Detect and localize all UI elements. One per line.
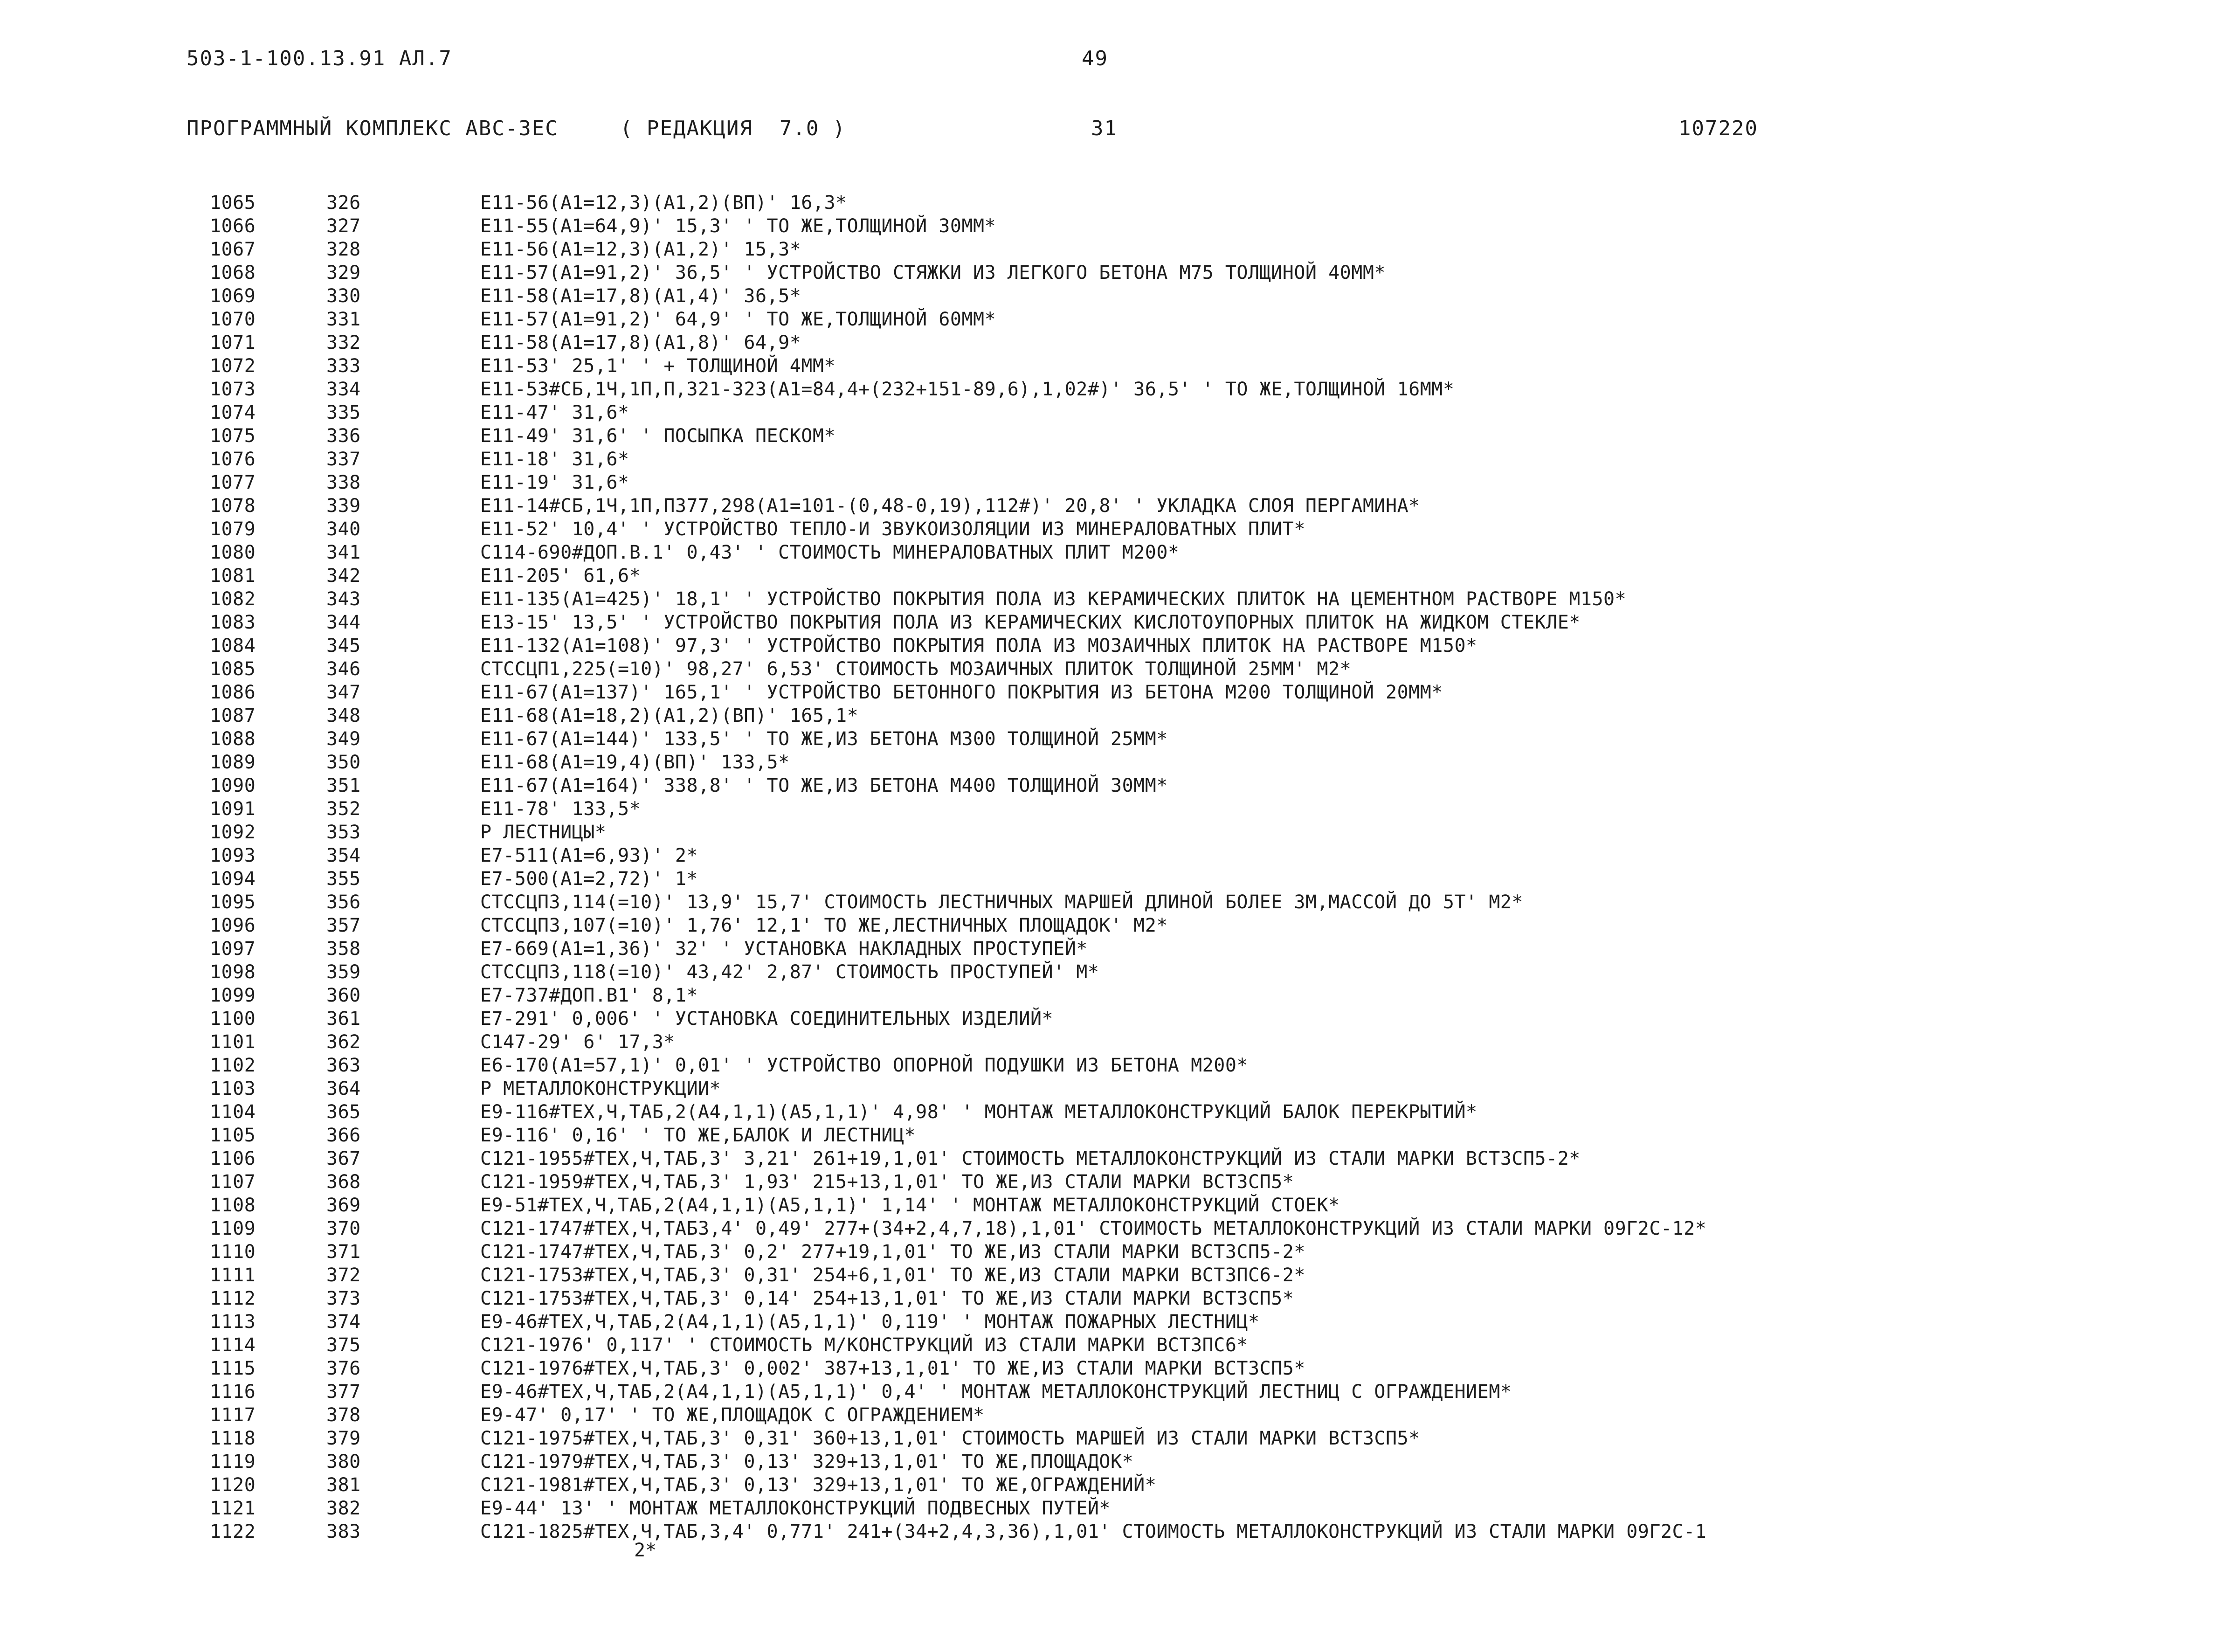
line-number: 1110 (210, 1241, 256, 1263)
line-number: 1106 (210, 1148, 256, 1169)
line-number: 1113 (210, 1311, 256, 1333)
item-number: 355 (326, 868, 361, 890)
listing-row (0, 214, 2230, 238)
listing-row (0, 238, 2230, 261)
item-number: 358 (326, 938, 361, 960)
item-number: 341 (326, 542, 361, 563)
line-number: 1068 (210, 262, 256, 283)
line-number: 1092 (210, 822, 256, 843)
item-number: 344 (326, 612, 361, 633)
line-number: 1107 (210, 1171, 256, 1193)
listing-row (0, 961, 2230, 984)
listing-row (0, 634, 2230, 657)
doc-code: 503-1-100.13.91 АЛ.7 (186, 47, 452, 70)
item-number: 334 (326, 379, 361, 400)
line-number: 1066 (210, 215, 256, 237)
item-number: 354 (326, 845, 361, 866)
entry-text: E9-46#ТЕХ,Ч,ТАБ,2(A4,1,1)(A5,1,1)' 0,4' ' МОНТАЖ МЕТАЛЛОКОНСТРУКЦИЙ ЛЕСТНИЦ С ОГРАЖДЕНИЕМ* (480, 1381, 1512, 1403)
line-number: 1085 (210, 658, 256, 680)
item-number: 340 (326, 518, 361, 540)
item-number: 342 (326, 565, 361, 587)
item-number: 356 (326, 892, 361, 913)
listing-row (0, 797, 2230, 821)
line-number: 1102 (210, 1055, 256, 1076)
listing-row (0, 331, 2230, 354)
item-number: 339 (326, 495, 361, 517)
item-number: 351 (326, 775, 361, 796)
line-number: 1078 (210, 495, 256, 517)
listing-row (0, 1427, 2230, 1450)
item-number: 360 (326, 985, 361, 1006)
entry-text: E11-68(A1=19,4)(ВП)' 133,5* (480, 752, 790, 773)
entry-text: E11-49' 31,6' ' ПОСЫПКА ПЕСКОМ* (480, 425, 836, 447)
item-number: 328 (326, 239, 361, 260)
entry-text: C114-690#ДОП.В.1' 0,43' ' СТОИМОСТЬ МИНЕРАЛОВАТНЫХ ПЛИТ М200* (480, 542, 1180, 563)
entry-text: E7-500(A1=2,72)' 1* (480, 868, 698, 890)
sheet-number: 31 (1091, 117, 1118, 140)
line-number: 1120 (210, 1474, 256, 1496)
listing-row (0, 1287, 2230, 1310)
item-number: 369 (326, 1195, 361, 1216)
entry-text: СТССЦП3,118(=10)' 43,42' 2,87' СТОИМОСТЬ ПРОСТУПЕЙ' М* (480, 961, 1099, 983)
line-number: 1114 (210, 1334, 256, 1356)
item-number: 345 (326, 635, 361, 657)
line-number: 1079 (210, 518, 256, 540)
listing-table (0, 191, 2230, 1543)
entry-text: E11-78' 133,5* (480, 798, 641, 820)
listing-row (0, 354, 2230, 378)
item-number: 367 (326, 1148, 361, 1169)
line-number: 1070 (210, 309, 256, 330)
line-number: 1112 (210, 1288, 256, 1309)
page-number: 49 (1082, 47, 1108, 70)
listing-row (0, 1124, 2230, 1147)
item-number: 326 (326, 192, 361, 214)
listing-row (0, 937, 2230, 961)
listing-row (0, 1334, 2230, 1357)
continuation-line: 2* (634, 1540, 657, 1561)
item-number: 349 (326, 728, 361, 750)
listing-row (0, 1240, 2230, 1264)
item-number: 365 (326, 1101, 361, 1123)
listing-row (0, 1147, 2230, 1170)
entry-text: E11-52' 10,4' ' УСТРОЙСТВО ТЕПЛО-И ЗВУКОИЗОЛЯЦИИ ИЗ МИНЕРАЛОВАТНЫХ ПЛИТ* (480, 518, 1305, 540)
listing-row (0, 984, 2230, 1007)
line-number: 1075 (210, 425, 256, 447)
entry-text: Р ЛЕСТНИЦЫ* (480, 822, 607, 843)
listing-row (0, 401, 2230, 424)
line-number: 1088 (210, 728, 256, 750)
listing-row (0, 1170, 2230, 1194)
line-number: 1104 (210, 1101, 256, 1123)
line-number: 1069 (210, 285, 256, 307)
listing-row (0, 448, 2230, 471)
line-number: 1116 (210, 1381, 256, 1403)
line-number: 1087 (210, 705, 256, 726)
line-number: 1094 (210, 868, 256, 890)
entry-text: E11-56(A1=12,3)(A1,2)' 15,3* (480, 239, 801, 260)
entry-text: E11-18' 31,6* (480, 449, 629, 470)
item-number: 381 (326, 1474, 361, 1496)
item-number: 376 (326, 1358, 361, 1379)
line-number: 1119 (210, 1451, 256, 1472)
listing-row (0, 261, 2230, 284)
line-number: 1074 (210, 402, 256, 423)
program-edition: ( РЕДАКЦИЯ 7.0 ) (620, 117, 846, 140)
item-number: 337 (326, 449, 361, 470)
entry-text: E11-53#СБ,1Ч,1П,П,321-323(A1=84,4+(232+151-89,6),1,02#)' 36,5' ' ТО ЖЕ,ТОЛЩИНОЙ 16ММ* (480, 379, 1455, 400)
listing-row (0, 1380, 2230, 1403)
entry-text: E11-68(A1=18,2)(A1,2)(ВП)' 165,1* (480, 705, 859, 726)
entry-text: E9-51#ТЕХ,Ч,ТАБ,2(A4,1,1)(A5,1,1)' 1,14' ' МОНТАЖ МЕТАЛЛОКОНСТРУКЦИЙ СТОЕК* (480, 1195, 1340, 1216)
listing-row (0, 564, 2230, 588)
entry-text: E13-15' 13,5' ' УСТРОЙСТВО ПОКРЫТИЯ ПОЛА ИЗ КЕРАМИЧЕСКИХ КИСЛОТОУПОРНЫХ ПЛИТОК НА ЖИДКОМ СТЕКЛЕ* (480, 612, 1581, 633)
item-number: 338 (326, 472, 361, 493)
entry-text: E11-55(A1=64,9)' 15,3' ' ТО ЖЕ,ТОЛЩИНОЙ 30ММ* (480, 215, 996, 237)
listing-row (0, 1030, 2230, 1054)
item-number: 336 (326, 425, 361, 447)
entry-text: C121-1955#ТЕХ,Ч,ТАБ,3' 3,21' 261+19,1,01' СТОИМОСТЬ МЕТАЛЛОКОНСТРУКЦИЙ ИЗ СТАЛИ МАРКИ ВСТ3СП5-2* (480, 1148, 1581, 1169)
item-number: 374 (326, 1311, 361, 1333)
entry-text: C147-29' 6' 17,3* (480, 1031, 675, 1053)
line-number: 1108 (210, 1195, 256, 1216)
entry-text: E7-291' 0,006' ' УСТАНОВКА СОЕДИНИТЕЛЬНЫХ ИЗДЕЛИЙ* (480, 1008, 1054, 1030)
item-number: 366 (326, 1125, 361, 1146)
entry-text: СТССЦП3,107(=10)' 1,76' 12,1' ТО ЖЕ,ЛЕСТНИЧНЫХ ПЛОЩАДОК' М2* (480, 915, 1168, 936)
item-number: 370 (326, 1218, 361, 1239)
line-number: 1089 (210, 752, 256, 773)
line-number: 1109 (210, 1218, 256, 1239)
entry-text: E9-116' 0,16' ' ТО ЖЕ,БАЛОК И ЛЕСТНИЦ* (480, 1125, 916, 1146)
line-number: 1081 (210, 565, 256, 587)
entry-text: E9-46#ТЕХ,Ч,ТАБ,2(A4,1,1)(A5,1,1)' 0,119' ' МОНТАЖ ПОЖАРНЫХ ЛЕСТНИЦ* (480, 1311, 1260, 1333)
listing-row (0, 1520, 2230, 1543)
item-number: 359 (326, 961, 361, 983)
entry-text: E11-57(A1=91,2)' 36,5' ' УСТРОЙСТВО СТЯЖКИ ИЗ ЛЕГКОГО БЕТОНА М75 ТОЛЩИНОЙ 40ММ* (480, 262, 1386, 283)
listing-row (0, 378, 2230, 401)
listing-row (0, 821, 2230, 844)
entry-text: C121-1959#ТЕХ,Ч,ТАБ,3' 1,93' 215+13,1,01' ТО ЖЕ,ИЗ СТАЛИ МАРКИ ВСТ3СП5* (480, 1171, 1294, 1193)
entry-text: C121-1981#ТЕХ,Ч,ТАБ,3' 0,13' 329+13,1,01' ТО ЖЕ,ОГРАЖДЕНИЙ* (480, 1474, 1157, 1496)
listing-row (0, 704, 2230, 727)
line-number: 1071 (210, 332, 256, 353)
line-number: 1096 (210, 915, 256, 936)
listing-row (0, 518, 2230, 541)
line-number: 1111 (210, 1265, 256, 1286)
listing-row (0, 867, 2230, 891)
line-number: 1077 (210, 472, 256, 493)
line-number: 1065 (210, 192, 256, 214)
line-number: 1090 (210, 775, 256, 796)
listing-row (0, 1473, 2230, 1497)
entry-text: E11-132(A1=108)' 97,3' ' УСТРОЙСТВО ПОКРЫТИЯ ПОЛА ИЗ МОЗАИЧНЫХ ПЛИТОК НА РАСТВОРЕ М150* (480, 635, 1477, 657)
listing-row (0, 657, 2230, 681)
item-number: 352 (326, 798, 361, 820)
listing-row (0, 774, 2230, 797)
line-number: 1086 (210, 682, 256, 703)
item-number: 371 (326, 1241, 361, 1263)
item-number: 350 (326, 752, 361, 773)
entry-text: E11-56(A1=12,3)(A1,2)(ВП)' 16,3* (480, 192, 847, 214)
listing-row (0, 588, 2230, 611)
listing-row (0, 494, 2230, 518)
listing-row (0, 681, 2230, 704)
listing-row (0, 611, 2230, 634)
entry-text: C121-1753#ТЕХ,Ч,ТАБ,3' 0,31' 254+6,1,01' ТО ЖЕ,ИЗ СТАЛИ МАРКИ ВСТ3ПС6-2* (480, 1265, 1305, 1286)
entry-text: СТССЦП1,225(=10)' 98,27' 6,53' СТОИМОСТЬ МОЗАИЧНЫХ ПЛИТОК ТОЛЩИНОЙ 25ММ' М2* (480, 658, 1352, 680)
listing-row (0, 914, 2230, 937)
item-number: 331 (326, 309, 361, 330)
listing-row (0, 844, 2230, 867)
line-number: 1083 (210, 612, 256, 633)
line-number: 1118 (210, 1428, 256, 1449)
line-number: 1100 (210, 1008, 256, 1030)
entry-text: C121-1753#ТЕХ,Ч,ТАБ,3' 0,14' 254+13,1,01' ТО ЖЕ,ИЗ СТАЛИ МАРКИ ВСТ3СП5* (480, 1288, 1294, 1309)
line-number: 1097 (210, 938, 256, 960)
line-number: 1115 (210, 1358, 256, 1379)
entry-text: E9-44' 13' ' МОНТАЖ МЕТАЛЛОКОНСТРУКЦИЙ ПОДВЕСНЫХ ПУТЕЙ* (480, 1498, 1111, 1519)
line-number: 1091 (210, 798, 256, 820)
listing-row (0, 1450, 2230, 1473)
item-number: 377 (326, 1381, 361, 1403)
item-number: 373 (326, 1288, 361, 1309)
entry-text: E11-57(A1=91,2)' 64,9' ' ТО ЖЕ,ТОЛЩИНОЙ 60ММ* (480, 309, 996, 330)
entry-text: E11-135(A1=425)' 18,1' ' УСТРОЙСТВО ПОКРЫТИЯ ПОЛА ИЗ КЕРАМИЧЕСКИХ ПЛИТОК НА ЦЕМЕНТНОМ РАСТВОРЕ М150* (480, 588, 1627, 610)
line-number: 1122 (210, 1521, 256, 1542)
item-number: 375 (326, 1334, 361, 1356)
item-number: 363 (326, 1055, 361, 1076)
item-number: 348 (326, 705, 361, 726)
entry-text: C121-1975#ТЕХ,Ч,ТАБ,3' 0,31' 360+13,1,01' СТОИМОСТЬ МАРШЕЙ ИЗ СТАЛИ МАРКИ ВСТ3СП5* (480, 1428, 1420, 1449)
listing-row (0, 1007, 2230, 1030)
item-number: 382 (326, 1498, 361, 1519)
item-number: 347 (326, 682, 361, 703)
listing-row (0, 1100, 2230, 1124)
entry-text: C121-1976#ТЕХ,Ч,ТАБ,3' 0,002' 387+13,1,01' ТО ЖЕ,ИЗ СТАЛИ МАРКИ ВСТ3СП5* (480, 1358, 1305, 1379)
item-number: 329 (326, 262, 361, 283)
entry-text: E6-170(A1=57,1)' 0,01' ' УСТРОЙСТВО ОПОРНОЙ ПОДУШКИ ИЗ БЕТОНА М200* (480, 1055, 1248, 1076)
listing-row (0, 727, 2230, 751)
item-number: 343 (326, 588, 361, 610)
item-number: 378 (326, 1404, 361, 1426)
entry-text: E11-47' 31,6* (480, 402, 629, 423)
item-number: 357 (326, 915, 361, 936)
line-number: 1121 (210, 1498, 256, 1519)
line-number: 1084 (210, 635, 256, 657)
entry-text: E9-47' 0,17' ' ТО ЖЕ,ПЛОЩАДОК С ОГРАЖДЕНИЕМ* (480, 1404, 985, 1426)
line-number: 1098 (210, 961, 256, 983)
listing-row (0, 1310, 2230, 1334)
entry-text: C121-1747#ТЕХ,Ч,ТАБ3,4' 0,49' 277+(34+2,4,7,18),1,01' СТОИМОСТЬ МЕТАЛЛОКОНСТРУКЦИЙ ИЗ СТАЛИ МАРКИ 09Г2С-12* (480, 1218, 1707, 1239)
listing-row (0, 284, 2230, 308)
listing-row (0, 1497, 2230, 1520)
item-number: 327 (326, 215, 361, 237)
entry-text: E11-58(A1=17,8)(A1,4)' 36,5* (480, 285, 801, 307)
item-number: 346 (326, 658, 361, 680)
item-number: 353 (326, 822, 361, 843)
entry-text: E11-67(A1=164)' 338,8' ' ТО ЖЕ,ИЗ БЕТОНА М400 ТОЛЩИНОЙ 30ММ* (480, 775, 1168, 796)
job-number: 107220 (1678, 117, 1758, 140)
entry-text: E7-737#ДОП.В1' 8,1* (480, 985, 698, 1006)
entry-text: Р МЕТАЛЛОКОНСТРУКЦИИ* (480, 1078, 721, 1099)
item-number: 335 (326, 402, 361, 423)
entry-text: C121-1747#ТЕХ,Ч,ТАБ,3' 0,2' 277+19,1,01' ТО ЖЕ,ИЗ СТАЛИ МАРКИ ВСТ3СП5-2* (480, 1241, 1305, 1263)
line-number: 1095 (210, 892, 256, 913)
item-number: 330 (326, 285, 361, 307)
item-number: 383 (326, 1521, 361, 1542)
line-number: 1105 (210, 1125, 256, 1146)
entry-text: E11-58(A1=17,8)(A1,8)' 64,9* (480, 332, 801, 353)
listing-row (0, 1217, 2230, 1240)
line-number: 1099 (210, 985, 256, 1006)
entry-text: СТССЦП3,114(=10)' 13,9' 15,7' СТОИМОСТЬ ЛЕСТНИЧНЫХ МАРШЕЙ ДЛИНОЙ БОЛЕЕ 3М,МАССОЙ ДО 5Т' М2* (480, 892, 1523, 913)
item-number: 368 (326, 1171, 361, 1193)
entry-text: C121-1976' 0,117' ' СТОИМОСТЬ М/КОНСТРУКЦИЙ ИЗ СТАЛИ МАРКИ ВСТ3ПС6* (480, 1334, 1248, 1356)
line-number: 1101 (210, 1031, 256, 1053)
line-number: 1093 (210, 845, 256, 866)
item-number: 372 (326, 1265, 361, 1286)
entry-text: C121-1825#ТЕХ,Ч,ТАБ,3,4' 0,771' 241+(34+2,4,3,36),1,01' СТОИМОСТЬ МЕТАЛЛОКОНСТРУКЦИЙ ИЗ СТАЛИ МАРКИ 09Г2С-1 (480, 1521, 1707, 1542)
line-number: 1080 (210, 542, 256, 563)
listing-row (0, 541, 2230, 564)
line-number: 1082 (210, 588, 256, 610)
line-number: 1073 (210, 379, 256, 400)
entry-text: E9-116#ТЕХ,Ч,ТАБ,2(A4,1,1)(A5,1,1)' 4,98' ' МОНТАЖ МЕТАЛЛОКОНСТРУКЦИЙ БАЛОК ПЕРЕКРЫТИЙ* (480, 1101, 1477, 1123)
listing-row (0, 891, 2230, 914)
line-number: 1072 (210, 355, 256, 377)
line-number: 1103 (210, 1078, 256, 1099)
entry-text: C121-1979#ТЕХ,Ч,ТАБ,3' 0,13' 329+13,1,01' ТО ЖЕ,ПЛОЩАДОК* (480, 1451, 1134, 1472)
listing-row (0, 424, 2230, 448)
listing-row (0, 471, 2230, 494)
entry-text: E11-67(A1=144)' 133,5' ' ТО ЖЕ,ИЗ БЕТОНА М300 ТОЛЩИНОЙ 25ММ* (480, 728, 1168, 750)
listing-row (0, 1264, 2230, 1287)
item-number: 361 (326, 1008, 361, 1030)
entry-text: E11-205' 61,6* (480, 565, 641, 587)
item-number: 362 (326, 1031, 361, 1053)
listing-row (0, 1357, 2230, 1380)
listing-row (0, 1054, 2230, 1077)
item-number: 379 (326, 1428, 361, 1449)
entry-text: E11-53' 25,1' ' + ТОЛЩИНОЙ 4ММ* (480, 355, 836, 377)
entry-text: E11-19' 31,6* (480, 472, 629, 493)
entry-text: E7-669(A1=1,36)' 32' ' УСТАНОВКА НАКЛАДНЫХ ПРОСТУПЕЙ* (480, 938, 1088, 960)
entry-text: E11-14#СБ,1Ч,1П,П377,298(A1=101-(0,48-0,19),112#)' 20,8' ' УКЛАДКА СЛОЯ ПЕРГАМИНА* (480, 495, 1420, 517)
listing-row (0, 1194, 2230, 1217)
line-number: 1067 (210, 239, 256, 260)
item-number: 332 (326, 332, 361, 353)
entry-text: E7-511(A1=6,93)' 2* (480, 845, 698, 866)
item-number: 364 (326, 1078, 361, 1099)
item-number: 333 (326, 355, 361, 377)
program-name: ПРОГРАММНЫЙ КОМПЛЕКС АВС-3ЕС (186, 117, 559, 140)
listing-row (0, 751, 2230, 774)
listing-row (0, 308, 2230, 331)
listing-row (0, 1403, 2230, 1427)
listing-row (0, 1077, 2230, 1100)
line-number: 1117 (210, 1404, 256, 1426)
entry-text: E11-67(A1=137)' 165,1' ' УСТРОЙСТВО БЕТОННОГО ПОКРЫТИЯ ИЗ БЕТОНА М200 ТОЛЩИНОЙ 20ММ* (480, 682, 1443, 703)
item-number: 380 (326, 1451, 361, 1472)
listing-row (0, 191, 2230, 214)
line-number: 1076 (210, 449, 256, 470)
